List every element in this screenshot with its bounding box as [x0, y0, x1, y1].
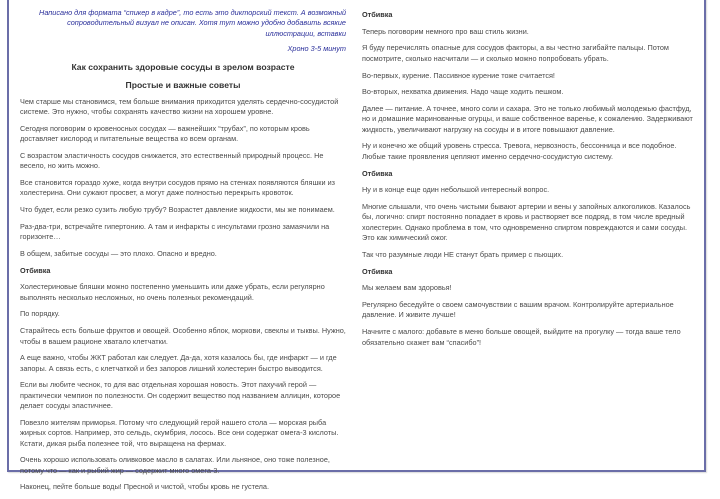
- paragraph: В общем, забитые сосуды — это плохо. Опасно и вредно.: [20, 248, 217, 258]
- paragraph: По порядку.: [20, 309, 60, 319]
- document-title: Как сохранить здоровые сосуды в зрелом возрасте: [71, 61, 295, 72]
- format-note: Написано для формата “спикер в кадре”, то есть это дикторский текст. А возможный сопроводительный визуал не описан. Хотя тут можно удобно добавить всякие иллюстрации, вставки: [39, 8, 346, 38]
- paragraph: Я буду перечислять опасные для сосудов факторы, а вы честно загибайте пальцы. Потом посмотрите, сколько насчитали — и сколько можно попробовать убрать.: [362, 43, 669, 63]
- section-break-label: Отбивка: [362, 266, 393, 276]
- paragraph: Повезло жителям приморья. Потому что следующий герой нашего стола — морская рыба жирных сортов. Например, это сельдь, скумбрия, лосось. Все они содержат омега-3 кислоты. Кстати, дикая рыба полезнее той, что выращена на фермах.: [20, 417, 339, 448]
- right-body: [362, 10, 698, 348]
- paragraph: Далее — питание. А точнее, много соли и сахара. Это не только любимый молодежью фастфуд, но и домашние маринованные огурцы, и ваше собственное варенье, к сожалению. Задерживают жидкость, увеличивают нагрузку на сосуды и в итоге повышают давление.: [362, 103, 693, 134]
- paragraph: Ну и конечно же общий уровень стресса. Тревога, нервозность, бессонница и все подобное. Любые такие проявления цепляют именно сердечно-сосудистую систему.: [362, 141, 677, 161]
- paragraph: Старайтесь есть больше фруктов и овощей. Особенно яблок, моркови, свеклы и тыквы. Нужно, чтобы в вашем рационе хватало клетчатки.: [20, 326, 346, 346]
- paragraph: С возрастом эластичность сосудов снижается, это естественный природный процесс. Не весело, но жить можно.: [20, 150, 324, 171]
- paragraph: Наконец, пейте больше воды! Пресной и чистой, чтобы кровь не густела.: [20, 482, 270, 492]
- paragraph: Что будет, если резко сузить любую трубу? Возрастет давление жидкости, мы же понимаем.: [20, 205, 335, 215]
- paragraph: Теперь поговорим немного про ваш стиль жизни.: [362, 26, 529, 36]
- paragraph: Чем старше мы становимся, тем больше внимания приходится уделять сердечно-сосудистой системе. Это нужно, чтобы сохранять качество жизни на хорошем уровне.: [20, 96, 339, 117]
- paragraph: Во-вторых, нехватка движения. Надо чаще ходить пешком.: [362, 87, 564, 97]
- paragraph: Так что разумные люди НЕ станут брать пример с пьющих.: [362, 249, 564, 259]
- left-column: [20, 8, 346, 499]
- paragraph: Мы желаем вам здоровья!: [362, 283, 452, 293]
- section-break-label: Отбивка: [20, 265, 51, 275]
- paragraph: Во-первых, курение. Пассивное курение тоже считается!: [362, 70, 555, 80]
- paragraph: Раз-два-три, встречайте гипертонию. А там и инфаркты с инсультами грозно замаячили на горизонте…: [20, 221, 330, 242]
- left-body: [20, 97, 346, 493]
- duration-note: Хроно 3-5 минут: [287, 44, 346, 54]
- paragraph: Регулярно беседуйте о своем самочувствии с вашим врачом. Контролируйте артериальное давление. И живите лучше!: [362, 299, 674, 320]
- paragraph: Очень хорошо использовать оливковое масло в салатах. Или льняное, оно тоже полезное, потому что — как и рыбий жир — содержит много омега-3.: [20, 455, 330, 475]
- paragraph: Многие слышали, что очень чистыми бывают артерии и вены у запойных алкоголиков. Казалось бы, логично: спирт постоянно попадает в кровь и растворяет все подряд, в том числе вредный холестерин. Однако проблема в том, что одновременно спиртом повреждаются и сами сосуды. Это как химический ожог.: [362, 201, 691, 243]
- paragraph: Сегодня поговорим о кровеносных сосудах — важнейших “трубах”, по которым кровь доставляет кислород и питательные вещества ко всем органам.: [20, 123, 310, 144]
- document-subtitle: Простые и важные советы: [125, 79, 241, 90]
- paragraph: Холестериновые бляшки можно постепенно уменьшить или даже убрать, если регулярно выполнять несколько несложных, но очень полезных рекомендаций.: [20, 282, 325, 302]
- right-column: [362, 10, 698, 354]
- paragraph: А еще важно, чтобы ЖКТ работал как следует. Да-да, хотя казалось бы, где инфаркт — и где запоры. А связь есть, с клетчаткой и без запоров лишний холестерин быстро выводится.: [20, 353, 337, 373]
- paragraph: Все становится гораздо хуже, когда внутри сосудов прямо на стенках появляются бляшки из холестерина. Они сужают просвет, а могут даже полностью перекрыть кровоток.: [20, 177, 336, 198]
- paragraph: Ну и в конце еще один небольшой интересный вопрос.: [362, 185, 550, 195]
- section-break-label: Отбивка: [362, 168, 393, 178]
- paragraph: Начните с малого: добавьте в меню больше овощей, выйдите на прогулку — тогда ваше тело обязательно скажет вам “спасибо”!: [362, 327, 681, 347]
- section-break-label: Отбивка: [362, 10, 393, 19]
- paragraph: Если вы любите чеснок, то для вас отдельная хорошая новость. Этот пахучий герой — практически чемпион по полезности. Он содержит вещество под названием аллицин, которое делает сосуды эластичнее.: [20, 380, 341, 411]
